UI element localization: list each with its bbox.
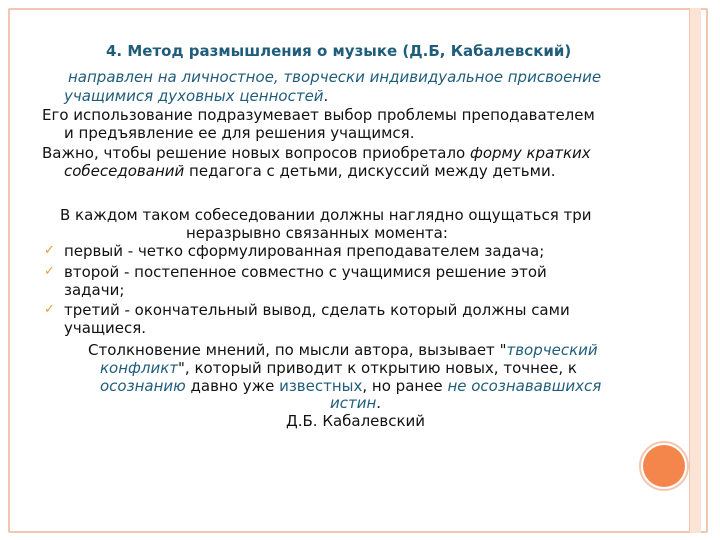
quote-em-1: творческий xyxy=(506,341,598,359)
quote-blue: известных xyxy=(279,377,363,395)
quote-em-4: не осознававшихся xyxy=(447,377,602,395)
quote-em-3: осознанию xyxy=(100,377,186,395)
paragraph-1-line-2: и предъявление ее для решения учащимся. xyxy=(64,124,415,142)
quote-line-4 xyxy=(330,394,381,412)
quote-text-3: давно уже xyxy=(185,377,280,395)
quote-line-3 xyxy=(100,377,601,395)
checkmark-icon: ✓ xyxy=(44,302,55,317)
quote-text-4: , но ранее xyxy=(362,377,448,395)
intro-line-1: направлен на личностное, творчески индивидуальное присвоение xyxy=(68,68,602,86)
p2-text: Важно, чтобы решение новых вопросов приобретало xyxy=(42,144,470,162)
intro-em: учащимися духовных ценностей xyxy=(64,87,324,105)
orange-circle-icon xyxy=(643,445,685,487)
paragraph-2-line-2 xyxy=(64,162,555,180)
paragraph-1-line-1: Его использование подразумевает выбор проблемы преподавателем xyxy=(42,106,595,124)
bullet-2-line-2: задачи; xyxy=(64,281,125,299)
slide-title: 4. Метод размышления о музыке (Д.Б, Кабалевский) xyxy=(106,42,572,60)
quote-em-2: конфликт xyxy=(100,359,179,377)
quote-author: Д.Б. Кабалевский xyxy=(286,412,426,430)
quote-text-2: , который приводит к открытию новых, точнее, к xyxy=(184,359,577,377)
bullet-3-line-1: третий - окончательный вывод, сделать который должны сами xyxy=(64,301,570,319)
intro-period: . xyxy=(323,87,329,105)
bullet-2-line-1: второй - постепенное совместно с учащимися решение этой xyxy=(64,263,547,281)
p2-rest: педагога с детьми, дискуссий между детьми. xyxy=(184,162,556,180)
bullet-3-line-2: учащиеся. xyxy=(64,319,147,337)
checkmark-icon: ✓ xyxy=(44,264,55,279)
paragraph-3-line-1: В каждом таком собеседовании должны наглядно ощущаться три xyxy=(60,206,592,224)
checkmark-icon: ✓ xyxy=(44,243,55,258)
quote-em-5: истин xyxy=(330,394,377,412)
side-decoration-bar xyxy=(689,8,701,533)
intro-line-2 xyxy=(64,87,328,105)
quote-period: . xyxy=(376,394,382,412)
quote-line-1 xyxy=(88,341,598,359)
paragraph-2-line-1 xyxy=(42,144,591,162)
p2-em: форму кратких xyxy=(470,144,591,162)
paragraph-3-line-2: неразрывно связанных момента: xyxy=(186,224,448,242)
quote-line-2 xyxy=(100,359,577,377)
quote-close-quote: " xyxy=(178,359,185,377)
bullet-1: первый - четко сформулированная преподавателем задача; xyxy=(64,242,545,260)
p2-em-2: собеседований xyxy=(64,162,185,180)
quote-text-1: Столкновение мнений, по мысли автора, вызывает " xyxy=(88,341,507,359)
